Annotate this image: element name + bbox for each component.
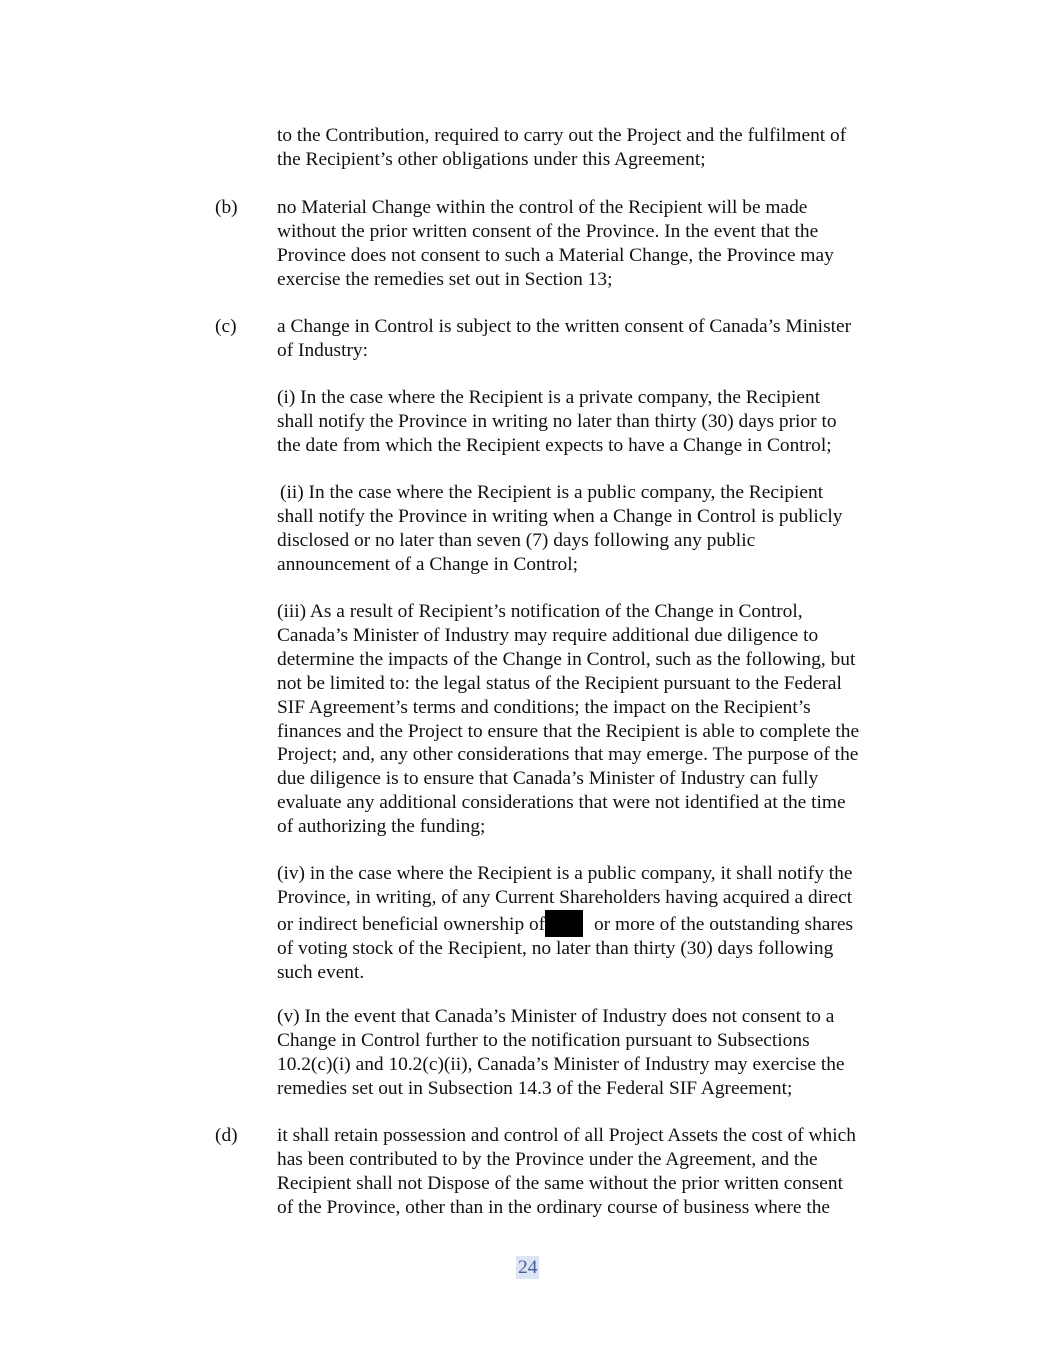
- text-line: (i) In the case where the Recipient is a private company, the Recipient: [277, 387, 821, 408]
- text-fragment: or more of the outstanding shares: [589, 913, 854, 935]
- text-line: due diligence is to ensure that Canada’s Minister of Industry can fully: [277, 768, 819, 790]
- text-line: finances and the Project to ensure that the Recipient is able to complete the: [277, 720, 860, 742]
- text-line: such event.: [277, 961, 365, 983]
- text-line: the Recipient’s other obligations under this Agreement;: [277, 148, 706, 170]
- sub-item-v-paragraph: [277, 1005, 907, 1101]
- redaction-box: [545, 910, 583, 937]
- text-line: has been contributed to by the Province under the Agreement, and the: [277, 1148, 818, 1170]
- text-line: SIF Agreement’s terms and conditions; the impact on the Recipient’s: [277, 696, 811, 718]
- text-line: Canada’s Minister of Industry may require additional due diligence to: [277, 624, 819, 646]
- item-c-label: (c): [215, 316, 237, 337]
- text-line: Project; and, any other considerations that may emerge. The purpose of the: [277, 744, 859, 766]
- item-d-paragraph: [277, 1124, 907, 1220]
- text-line: shall notify the Province in writing when a Change in Control is publicly: [277, 505, 843, 527]
- text-line: (iii) As a result of Recipient’s notification of the Change in Control,: [277, 601, 803, 622]
- text-line: announcement of a Change in Control;: [277, 553, 579, 575]
- text-line: Province does not consent to such a Material Change, the Province may: [277, 244, 834, 266]
- item-c-paragraph: [277, 315, 907, 363]
- text-line: no Material Change within the control of the Recipient will be made: [277, 197, 808, 218]
- text-line: Province, in writing, of any Current Shareholders having acquired a direct: [277, 886, 853, 908]
- text-line: of Industry:: [277, 339, 369, 361]
- item-d-label: (d): [215, 1125, 238, 1146]
- text-line: evaluate any additional considerations that were not identified at the time: [277, 792, 846, 814]
- text-line: to the Contribution, required to carry out the Project and the fulfilment of: [277, 125, 847, 146]
- text-fragment: or indirect beneficial ownership of: [277, 913, 546, 935]
- text-line: determine the impacts of the Change in Control, such as the following, but: [277, 648, 856, 670]
- text-line-with-redaction: [277, 910, 907, 937]
- text-line: (v) In the event that Canada’s Minister of Industry does not consent to a: [277, 1006, 835, 1027]
- text-line: of the Province, other than in the ordinary course of business where the: [277, 1196, 831, 1218]
- intro-paragraph: [277, 124, 907, 172]
- sub-item-ii-paragraph: [277, 481, 907, 577]
- text-line: shall notify the Province in writing no later than thirty (30) days prior to: [277, 410, 837, 432]
- text-line: of authorizing the funding;: [277, 816, 486, 838]
- text-line: exercise the remedies set out in Section 13;: [277, 268, 613, 290]
- text-line: Recipient shall not Dispose of the same without the prior written consent: [277, 1172, 843, 1194]
- sub-item-iii-paragraph: [277, 600, 907, 839]
- text-line: a Change in Control is subject to the written consent of Canada’s Minister: [277, 316, 852, 337]
- text-line: (ii) In the case where the Recipient is a public company, the Recipient: [280, 482, 824, 503]
- text-line: remedies set out in Subsection 14.3 of the Federal SIF Agreement;: [277, 1077, 793, 1099]
- item-b-paragraph: [277, 196, 907, 292]
- text-line: Change in Control further to the notification pursuant to Subsections: [277, 1029, 810, 1051]
- text-line: it shall retain possession and control of all Project Assets the cost of which: [277, 1125, 856, 1146]
- sub-item-i-paragraph: [277, 386, 907, 458]
- text-line: disclosed or no later than seven (7) days following any public: [277, 529, 756, 551]
- page-number: 24: [518, 1257, 538, 1278]
- text-line: (iv) in the case where the Recipient is a public company, it shall notify the: [277, 863, 853, 884]
- sub-item-iv-paragraph: [277, 862, 907, 985]
- text-line: of voting stock of the Recipient, no later than thirty (30) days following: [277, 937, 834, 959]
- text-line: not be limited to: the legal status of the Recipient pursuant to the Federal: [277, 672, 842, 694]
- text-line: 10.2(c)(i) and 10.2(c)(ii), Canada’s Minister of Industry may exercise the: [277, 1053, 845, 1075]
- item-b-label: (b): [215, 197, 238, 218]
- text-line: without the prior written consent of the Province. In the event that the: [277, 220, 819, 242]
- text-line: the date from which the Recipient expects to have a Change in Control;: [277, 434, 832, 456]
